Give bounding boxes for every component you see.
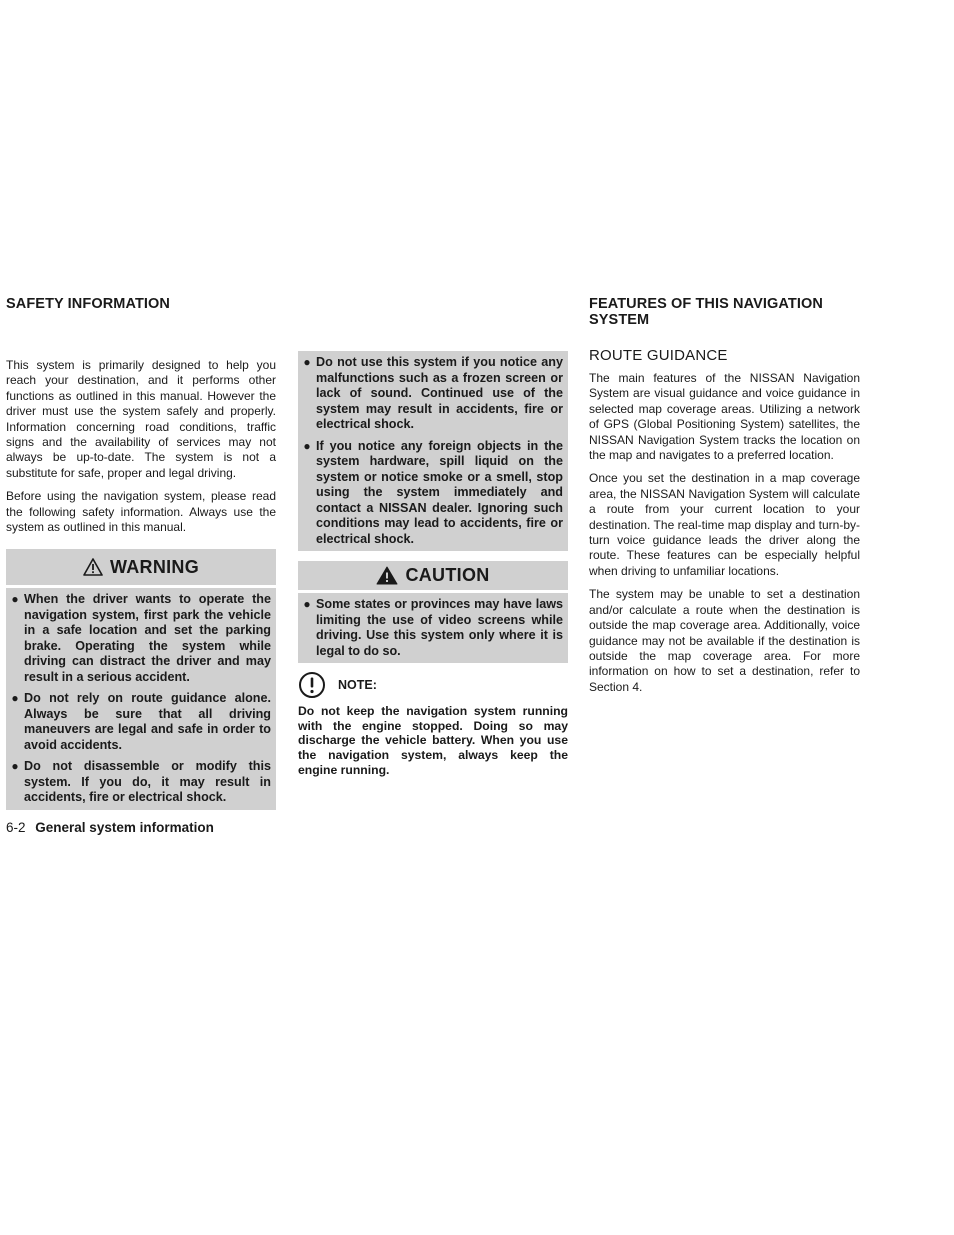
features-heading: FEATURES OF THIS NAVIGATION SYSTEM: [589, 296, 823, 328]
before-use-paragraph: Before using the navigation system, please read the following safety information. Always use the system as outlined in this manual.: [6, 489, 276, 535]
intro-paragraph: This system is primarily designed to help you reach your destination, and it performs other functions as outlined in this manual. However the driver must use the system safely and properly. Information concerning road conditions, traffic signs and the availability of services may not always be up-to-date. The system is not a substitute for safe, proper and legal driving.: [6, 358, 276, 480]
warning-item: ● Do not disassemble or modify this system. If you do, it may result in accidents, fire or electrical shock.: [11, 759, 271, 805]
warning-triangle-icon: [83, 558, 103, 576]
caution-item: ● Some states or provinces may have laws limiting the use of video screens while driving. Use this system only where it is legal to do so.: [303, 597, 563, 658]
note-title: NOTE:: [338, 678, 377, 692]
caution-title: CAUTION: [405, 565, 490, 585]
warning-item: ● If you notice any foreign objects in the system hardware, spill liquid on the system or notice smoke or a smell, stop using the system immediately and contact a NISSAN dealer. Ignoring such conditions may lead to accidents, fire or electrical shock.: [303, 438, 563, 546]
warning-item: ● Do not rely on route guidance alone. Always be sure that all driving maneuvers are legal and safe in order to avoid accidents.: [11, 691, 271, 752]
note-header: [298, 671, 568, 699]
caution-triangle-icon: [376, 566, 398, 585]
limitations-paragraph: The system may be unable to set a destination and/or calculate a route when the destination is outside the map coverage area. Additionally, voice guidance may not be available if the destination is outside the map coverage area. For more information on how to set a destination, refer to Section 4.: [589, 587, 860, 694]
warning-continued-body: [298, 351, 568, 551]
destination-paragraph: Once you set the destination in a map coverage area, the NISSAN Navigation System will calculate a route from your current location to your destination. The real-time map display and turn-by-turn voice guidance leads the driver along the route. These features can be especially helpful when driving to unfamiliar locations.: [589, 471, 860, 578]
warning-item: ● When the driver wants to operate the navigation system, first park the vehicle in a safe location and set the parking brake. Operating the system while driving can distract the driver and may result in a serious accident.: [11, 592, 271, 684]
exclamation-circle-icon: [298, 671, 326, 699]
right-column: [589, 296, 860, 703]
warning-body: [6, 588, 276, 810]
caution-header: [298, 561, 568, 590]
note-text: Do not keep the navigation system running with the engine stopped. Doing so may discharge the vehicle battery. When you use the navigation system, always keep the engine running.: [298, 704, 568, 777]
left-column: [6, 296, 276, 810]
features-paragraph: The main features of the NISSAN Navigation System are visual guidance and voice guidance in selected map coverage areas. Utilizing a network of GPS (Global Positioning System) satellites, the NISSAN Navigation System tracks the location on the map and navigates to a preferred location.: [589, 371, 860, 463]
chapter-title: General system information: [35, 820, 214, 835]
caution-body: [298, 593, 568, 663]
safety-information-heading: SAFETY INFORMATION: [6, 296, 170, 312]
page-footer: [6, 820, 214, 835]
page-number: 6-2: [6, 820, 26, 835]
route-guidance-subheading: ROUTE GUIDANCE: [589, 347, 728, 364]
warning-header: [6, 549, 276, 585]
warning-item: ● Do not use this system if you notice any malfunctions such as a frozen screen or lack of sound. Continued use of the system may result in accidents, fire or electrical shock.: [303, 355, 563, 431]
middle-column: [298, 351, 568, 778]
warning-title: WARNING: [109, 556, 200, 577]
